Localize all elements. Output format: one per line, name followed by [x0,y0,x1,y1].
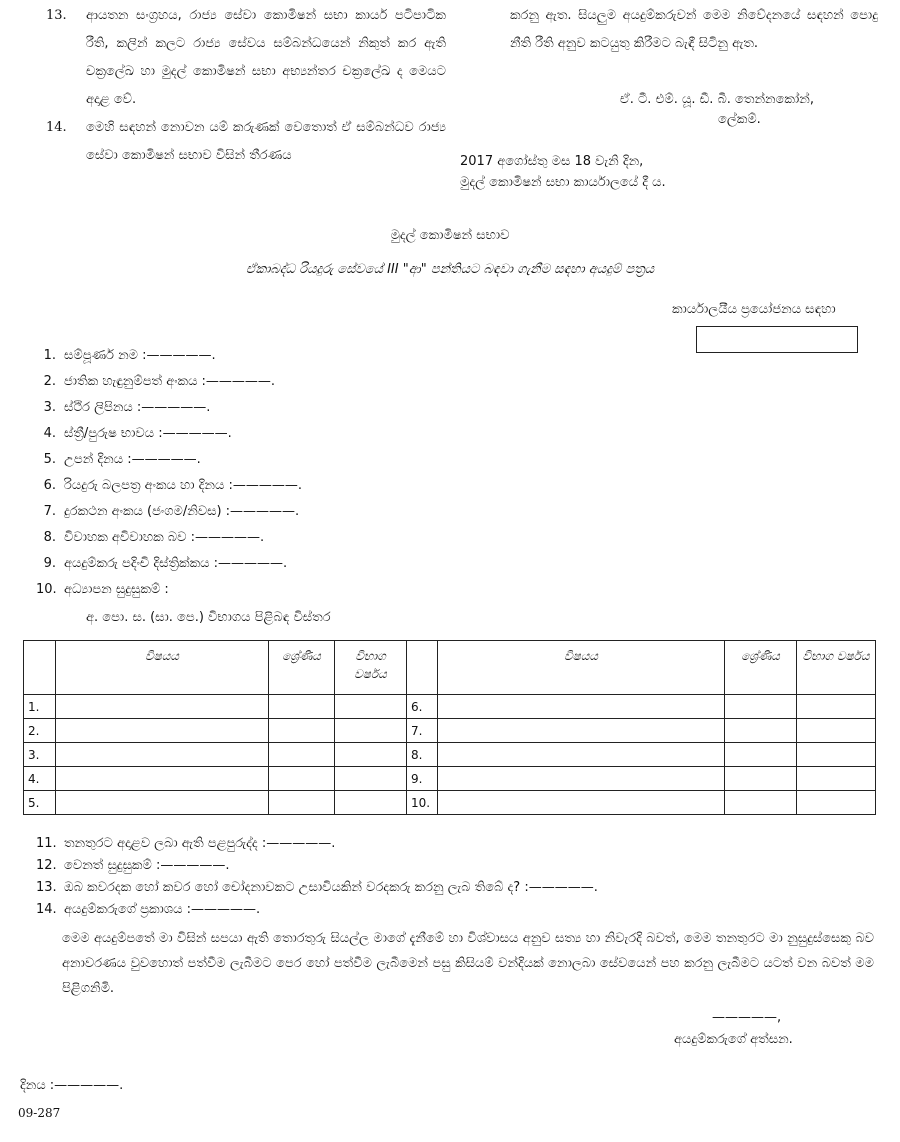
form-title: ඒකාබද්ධ රියදුරු සේවයේ III "ආ" පන්තියට බඳවා ගැනීම සඳහා අයදුම් පත්‍රය [245,262,655,277]
field-label: අධ්‍යාපන සුදුසුකම් : [64,582,169,597]
field-education [36,580,169,600]
table-header-blank [407,641,438,695]
grade-cell[interactable] [269,767,335,791]
subject-cell[interactable] [438,791,725,815]
row-number: 10. [407,791,438,815]
field-convictions[interactable] [36,878,598,898]
table-row [24,695,876,719]
row-number: 1. [24,695,56,719]
field-number: 12. [36,858,57,873]
subject-cell[interactable] [56,719,269,743]
continuation-text: කරනු ඇත. සියලුම අයදුම්කරුවන් මෙම නිවේදනයේ සඳහන් පොදු නීති රීති අනුව කටයුතු කිරීමට බැඳී සිටිනු ඇත. [510,8,878,51]
grade-cell[interactable] [725,791,797,815]
signature-line[interactable]: —————, [712,1010,782,1025]
ol-results-table [23,640,876,815]
subject-cell[interactable] [438,719,725,743]
table-row [24,719,876,743]
field-label: ඔබ කවරදක හෝ කවර හෝ චෝදනාවකට උසාවියකින් වරදකරු කරනු ලැබ තිබේ ද? :—————. [64,880,598,895]
year-cell[interactable] [335,791,407,815]
page-code: 09-287 [18,1106,61,1120]
item-number: 13. [46,8,67,23]
field-label: උපන් දිනය :—————. [64,452,201,467]
field-number: 3. [43,400,56,415]
office-use-label: කාර්යාලයීය ප්‍රයෝජනය සඳහා [672,302,836,317]
field-district[interactable] [36,554,287,574]
grade-cell[interactable] [269,695,335,719]
field-number: 1. [43,348,56,363]
table-header-blank [24,641,56,695]
field-label: ස්ත්‍රී/පුරුෂ භාවය :—————. [64,426,232,441]
field-number: 4. [43,426,56,441]
field-number: 6. [43,478,56,493]
field-number: 11. [36,836,57,851]
field-number: 9. [43,556,56,571]
field-address[interactable] [36,398,210,418]
ol-heading: අ. පො. ස. (සා. පෙ.) විභාගය පිළිබඳ විස්තර [86,610,331,625]
subject-cell[interactable] [56,695,269,719]
subject-cell[interactable] [438,695,725,719]
row-number: 6. [407,695,438,719]
subject-cell[interactable] [438,767,725,791]
year-cell[interactable] [797,767,876,791]
field-label: අයදුම්කරුගේ ප්‍රකාශය :—————. [64,902,261,917]
field-label: දුරකථන අංකය (ජංගම/නිවස) :—————. [64,504,300,519]
field-phone[interactable] [36,502,299,522]
row-number: 2. [24,719,56,743]
field-number: 5. [43,452,56,467]
field-gender[interactable] [36,424,232,444]
row-number: 8. [407,743,438,767]
table-row [24,767,876,791]
field-full-name[interactable] [36,346,216,366]
field-number: 10. [36,582,57,597]
header-year: විභාග වර්ෂය [335,641,407,695]
field-marital[interactable] [36,528,264,548]
grade-cell[interactable] [725,743,797,767]
field-license[interactable] [36,476,302,496]
field-number: 13. [36,880,57,895]
item-number: 14. [46,120,67,135]
field-label: ජාතික හැඳුනුම්පත් අංකය :—————. [64,374,276,389]
field-label: සම්පූර්ණ නම :—————. [64,348,216,363]
year-cell[interactable] [335,767,407,791]
field-declaration [36,900,260,920]
year-cell[interactable] [797,695,876,719]
field-other-qualifications[interactable] [36,856,229,876]
row-number: 3. [24,743,56,767]
rule-item-13: ආයතන සංග්‍රහය, රාජ්‍ය සේවා කොමිෂන් සභා කාර්ය පටිපාටික රීති, කලින් කලට රාජ්‍ය සේවය සම්බන්ධයෙන් නිකුත් කර ඇති චක්‍රලේඛ හා මුදල් කොමිෂන් සභා අභ්‍යන්තර චක්‍රලේඛ ද මෙයට අදාළ වේ. [86,8,446,107]
office-use-box [696,326,858,353]
subject-cell[interactable] [438,743,725,767]
header-grade: ශ්‍රේණිය [269,641,335,695]
field-number: 7. [43,504,56,519]
grade-cell[interactable] [269,719,335,743]
notice-place: මුදල් කොමිෂන් සභා කාර්යාලයේ දී ය. [460,175,666,190]
field-label: රියදුරු බලපත්‍ර අංකය හා දිනය :—————. [64,478,302,493]
grade-cell[interactable] [725,719,797,743]
grade-cell[interactable] [269,743,335,767]
field-number: 8. [43,530,56,545]
field-label: තනතුරට අදාළව ලබා ඇති පළපුරුද්ද :—————. [64,836,336,851]
subject-cell[interactable] [56,743,269,767]
row-number: 4. [24,767,56,791]
year-cell[interactable] [335,695,407,719]
org-title: මුදල් කොමිෂන් සභාව [390,228,510,243]
header-year: විභාග වර්ෂය [797,641,876,695]
field-nic[interactable] [36,372,275,392]
field-label: විවාහක අවිවාහක බව :—————. [64,530,265,545]
year-cell[interactable] [335,743,407,767]
header-subject: විෂයය [438,641,725,695]
field-label: ස්ථිර ලිපිනය :—————. [64,400,211,415]
header-subject: විෂයය [56,641,269,695]
year-cell[interactable] [335,719,407,743]
row-number: 9. [407,767,438,791]
field-experience[interactable] [36,834,335,854]
year-cell[interactable] [797,719,876,743]
signatory-title: ලේකම්. [718,112,761,127]
grade-cell[interactable] [269,791,335,815]
signature-label: අයදුම්කරුගේ අත්සන. [674,1032,793,1047]
field-dob[interactable] [36,450,201,470]
grade-cell[interactable] [725,695,797,719]
header-grade: ශ්‍රේණිය [725,641,797,695]
field-number: 2. [43,374,56,389]
subject-cell[interactable] [56,767,269,791]
notice-date: 2017 අගෝස්තු මස 18 වැනි දින, [460,154,644,169]
date-field[interactable]: දිනය :—————. [20,1078,124,1093]
declaration-text: මෙම අයදුම්පතේ මා විසින් සපයා ඇති තොරතුරු සියල්ල මාගේ දැනීමේ හා විශ්වාසය අනුව සත්‍ය හා නිවැරදි බවත්, මෙම තනතුරට මා නුසුදුස්සෙකු බව අනාවරණය වුවහොත් පත්වීම ලැබීමට පෙර හෝ පත්වීම ලැබීමෙන් පසු කිසියම් වන්දියක් නොලබා සේවයෙන් පහ කරනු ලැබීමට යටත් වන බවත් මම පිළිගනිමි. [62,931,874,996]
field-label: වෙනත් සුදුසුකම් :—————. [64,858,230,873]
rule-item-14: මෙහි සඳහන් නොවන යම් කරුණක් වෙතොත් ඒ සම්බන්ධව රාජ්‍ය සේවා කොමිෂන් සභාව විසින් තීරණය [86,120,446,163]
field-number: 14. [36,902,57,917]
year-cell[interactable] [797,743,876,767]
field-label: අයදුම්කරු පදිංචි දිස්ත්‍රික්කය :—————. [64,556,288,571]
subject-cell[interactable] [56,791,269,815]
year-cell[interactable] [797,791,876,815]
grade-cell[interactable] [725,767,797,791]
table-row [24,791,876,815]
row-number: 7. [407,719,438,743]
signatory-name: ඒ. ටී. එම්. යූ. ඩී. බී. තෙන්නකෝන්, [620,92,814,107]
row-number: 5. [24,791,56,815]
table-row [24,743,876,767]
